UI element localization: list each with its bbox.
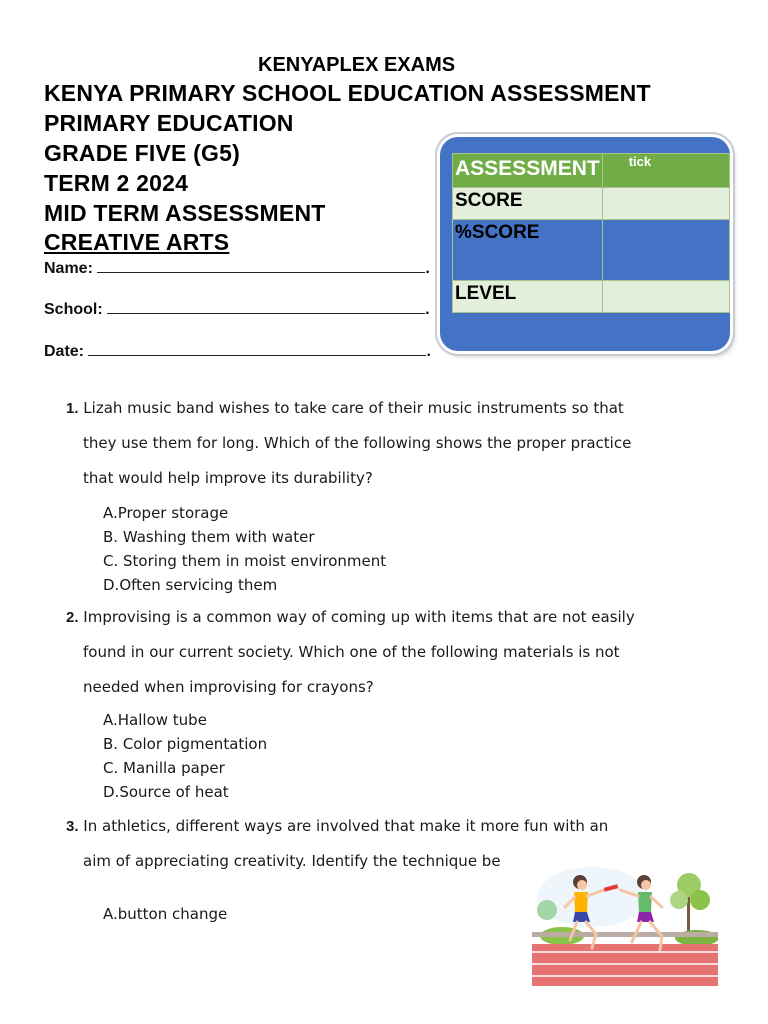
question-3-options (103, 902, 227, 926)
question-text-line: they use them for long. Which of the following shows the proper practice (83, 434, 632, 452)
question-text-line: found in our current society. Which one of the following materials is not (83, 643, 620, 661)
exam-type: MID TERM ASSESSMENT (44, 200, 326, 226)
subject-title: CREATIVE ARTS (44, 229, 230, 255)
percent-score-row (453, 220, 730, 281)
exam-body-title: KENYAPLEX EXAMS (258, 54, 456, 76)
question-text-line: In athletics, different ways are involved that make it more fun with an (83, 817, 609, 835)
question-text-line: needed when improvising for crayons? (83, 678, 374, 696)
option-a[interactable]: A.button change (103, 905, 228, 923)
level-label: LEVEL (453, 281, 603, 313)
date-blank-line[interactable] (88, 343, 426, 356)
option-d[interactable]: D.Often servicing them (103, 576, 278, 594)
date-field[interactable] (44, 343, 431, 361)
school-label: School: (44, 301, 103, 318)
name-blank-line[interactable] (97, 260, 425, 273)
question-1 (66, 391, 706, 496)
assessment-box (440, 137, 730, 351)
name-label: Name: (44, 260, 93, 277)
school-end-dot: . (425, 301, 430, 318)
score-row (453, 188, 730, 220)
assessment-title: KENYA PRIMARY SCHOOL EDUCATION ASSESSMENT (44, 80, 651, 106)
grade: GRADE FIVE (G5) (44, 140, 240, 166)
question-text-line: aim of appreciating creativity. Identify the technique be (83, 852, 501, 870)
question-text-line: Improvising is a common way of coming up with items that are not easily (83, 608, 635, 626)
assessment-header-row (453, 154, 730, 188)
date-end-dot: . (426, 343, 431, 360)
question-text-line: Lizah music band wishes to take care of their music instruments so that (83, 399, 624, 417)
question-1-options (103, 501, 386, 597)
school-field[interactable] (44, 301, 430, 319)
question-number: 3. (66, 818, 79, 835)
tick-header: tick (602, 154, 729, 188)
option-b[interactable]: B. Color pigmentation (103, 735, 268, 753)
question-number: 1. (66, 400, 79, 417)
school-blank-line[interactable] (107, 301, 425, 314)
option-b[interactable]: B. Washing them with water (103, 528, 315, 546)
level-row (453, 281, 730, 313)
question-number: 2. (66, 609, 79, 626)
option-c[interactable]: C. Storing them in moist environment (103, 552, 387, 570)
assessment-table (452, 153, 730, 313)
level-tick-cell[interactable] (602, 281, 729, 313)
option-c[interactable]: C. Manilla paper (103, 759, 225, 777)
relay-race-illustration (532, 852, 718, 986)
percent-score-label: %SCORE (453, 220, 603, 281)
name-end-dot: . (425, 260, 430, 277)
name-field[interactable] (44, 260, 430, 278)
question-2 (66, 600, 706, 705)
term: TERM 2 2024 (44, 170, 189, 196)
option-a[interactable]: A.Proper storage (103, 504, 229, 522)
question-text-line: that would help improve its durability? (83, 469, 373, 487)
assessment-header: ASSESSMENT (453, 154, 603, 188)
option-d[interactable]: D.Source of heat (103, 783, 229, 801)
question-2-options (103, 708, 267, 804)
education-level: PRIMARY EDUCATION (44, 110, 294, 136)
date-label: Date: (44, 343, 85, 360)
percent-score-tick-cell[interactable] (602, 220, 729, 281)
score-label: SCORE (453, 188, 603, 220)
score-tick-cell[interactable] (602, 188, 729, 220)
option-a[interactable]: A.Hallow tube (103, 711, 207, 729)
